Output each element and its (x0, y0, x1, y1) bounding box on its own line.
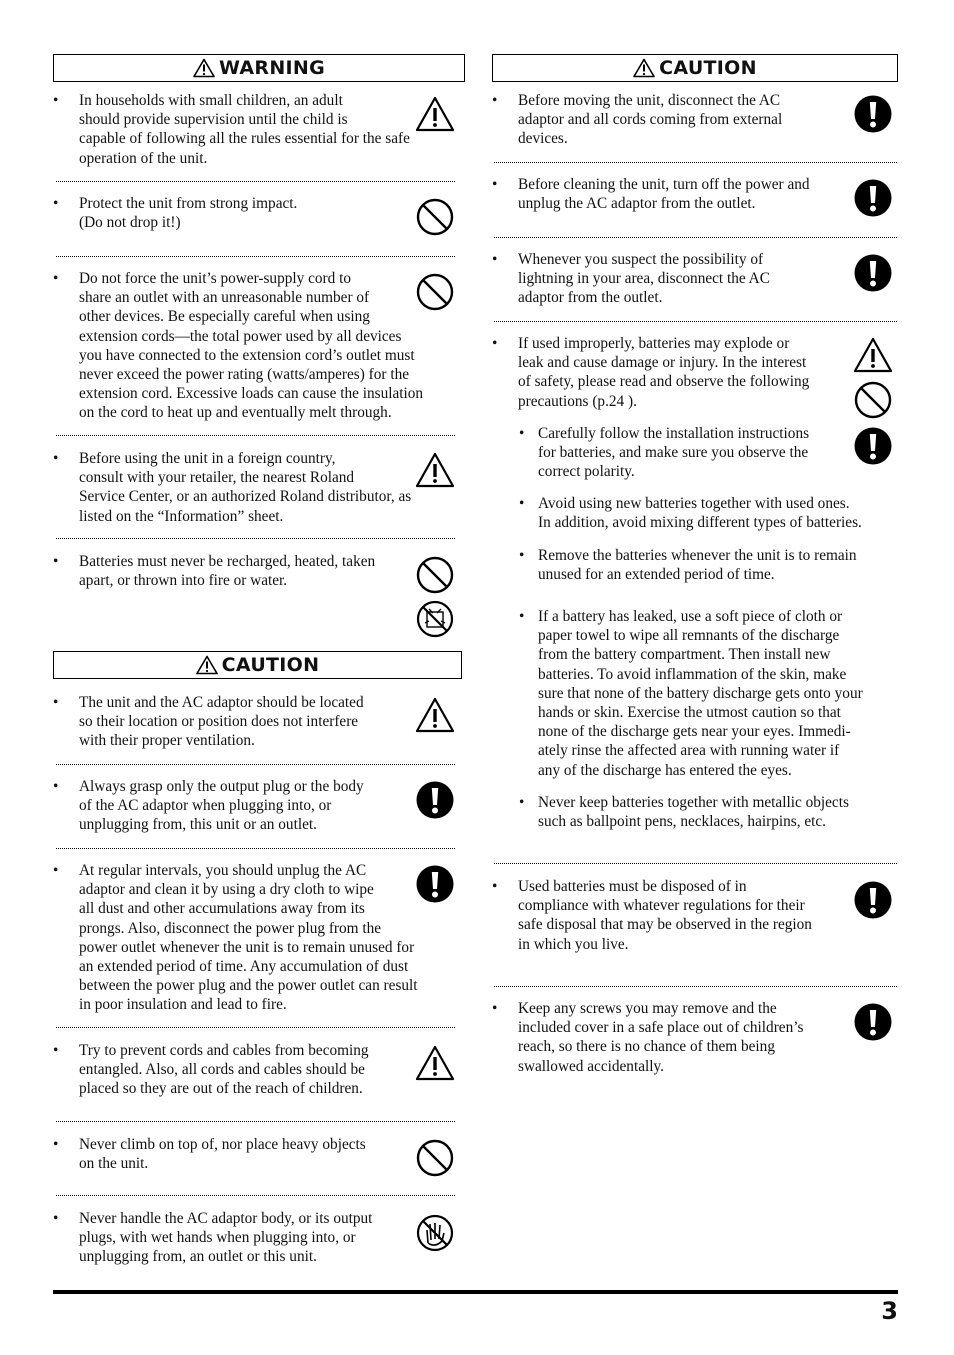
divider (56, 538, 455, 539)
divider (494, 986, 897, 987)
mandatory-icon (853, 1002, 893, 1042)
right-caution-item-1 (492, 91, 852, 149)
bullet: • (53, 1136, 59, 1153)
item-text: Keep any screws you may remove and the included cover in a safe place out of children’s reach, so there is no chance of them being swallowed accidentally. (518, 1000, 804, 1075)
divider (494, 863, 897, 864)
bullet: • (53, 1210, 59, 1227)
item-text: Try to prevent cords and cables from becoming entangled. Also, all cords and cables should be placed so they are out of the reach of children. (79, 1042, 369, 1098)
page-number: 3 (881, 1297, 898, 1325)
divider (56, 435, 455, 436)
bullet: • (519, 794, 525, 811)
bullet: • (519, 547, 525, 564)
battery-subitem-4 (519, 607, 899, 780)
caution-header-left (53, 651, 462, 679)
battery-subitem-2 (519, 494, 899, 532)
divider (494, 321, 897, 322)
warning-title: WARNING (218, 57, 325, 79)
right-caution-item-4 (492, 334, 852, 411)
caution-triangle-icon (415, 451, 455, 491)
item-text: If used improperly, batteries may explode or leak and cause damage or injury. In the interest of safety, please read and observe the following precautions (p.24 ). (518, 335, 810, 410)
mandatory-icon (853, 178, 893, 218)
caution-header-right (492, 54, 898, 82)
bullet: • (53, 450, 59, 467)
bullet: • (492, 176, 498, 193)
do-not-disassemble-icon (415, 599, 455, 639)
subitem-text: Avoid using new batteries together with used ones. In addition, avoid mixing different types of batteries. (538, 495, 862, 532)
item-text: Before using the unit in a foreign country, consult with your retailer, the nearest Roland Service Center, or an authorized Roland distributor, as listed on the “Information” sheet. (79, 450, 412, 525)
bullet: • (492, 335, 498, 352)
divider (494, 237, 897, 238)
caution-title: CAUTION (659, 57, 757, 79)
caution-triangle-icon (415, 95, 455, 135)
caution-triangle-icon (415, 1044, 455, 1084)
bullet: • (492, 92, 498, 109)
bullet: • (53, 694, 59, 711)
divider (56, 256, 455, 257)
bullet: • (492, 878, 498, 895)
subitem-text: Never keep batteries together with metallic objects such as ballpoint pens, necklaces, hairpins, etc. (538, 794, 849, 831)
bullet: • (53, 778, 59, 795)
battery-subitem-3 (519, 546, 899, 584)
mandatory-icon (415, 780, 455, 820)
right-caution-item-5 (492, 877, 852, 954)
warning-triangle-icon (196, 655, 218, 675)
divider (56, 1121, 455, 1122)
item-text: Never handle the AC adaptor body, or its output plugs, with wet hands when plugging into, or unplugging from, an outlet or this unit. (79, 1210, 373, 1266)
prohibited-icon (415, 1138, 455, 1178)
bullet: • (53, 92, 59, 109)
caution-triangle-icon (415, 696, 455, 736)
item-text: Whenever you suspect the possibility of lightning in your area, disconnect the AC adaptor from the outlet. (518, 251, 770, 307)
item-text: Before moving the unit, disconnect the AC adaptor and all cords coming from external devices. (518, 92, 783, 148)
prohibited-icon (415, 197, 455, 237)
divider (56, 848, 455, 849)
battery-subitem-5 (519, 793, 899, 831)
divider (494, 162, 897, 163)
bullet: • (519, 495, 525, 512)
caution-item-3 (53, 861, 458, 1015)
bullet: • (53, 195, 59, 212)
warning-header (53, 54, 465, 82)
subitem-text: If a battery has leaked, use a soft piece of cloth or paper towel to wipe all remnants of the discharge from the battery compartment. Then install new batteries. To avoid inflammation of the skin, make sure that none of the battery discharge gets onto your hands or skin. Exercise the utmost caution so that none of the discharge gets near your eyes. Immedi- ately rinse the affected area with running water if any of the discharge has entered the eyes. (538, 608, 863, 779)
bullet: • (492, 251, 498, 268)
bullet: • (492, 1000, 498, 1017)
item-text: Protect the unit from strong impact. (Do not drop it!) (79, 195, 298, 232)
mandatory-icon (853, 426, 893, 466)
prohibited-icon (415, 555, 455, 595)
bullet: • (519, 608, 525, 625)
battery-subitem-1 (519, 424, 839, 482)
bullet: • (53, 270, 59, 287)
caution-item-2 (53, 777, 458, 835)
item-text: Always grasp only the output plug or the body of the AC adaptor when plugging into, or unplugging from, this unit or an outlet. (79, 778, 364, 834)
divider (56, 1027, 455, 1028)
warning-item-4 (53, 449, 458, 526)
item-text: At regular intervals, you should unplug the AC adaptor and clean it by using a dry cloth to wipe all dust and other accumulations away from its prongs. Also, disconnect the power plug from the power outlet whenever the unit is to remain unused for an extended period of time. Any accumulation of dust between the power plug and the power outlet can result in poor insulation and lead to fire. (79, 862, 418, 1014)
right-caution-item-3 (492, 250, 852, 308)
footer-rule (53, 1290, 898, 1294)
mandatory-icon (853, 253, 893, 293)
item-text: Used batteries must be disposed of in compliance with whatever regulations for their safe disposal that may be observed in the region in which you live. (518, 878, 812, 953)
item-text: Batteries must never be recharged, heated, taken apart, or thrown into fire or water. (79, 553, 376, 590)
warning-triangle-icon (193, 58, 215, 78)
caution-item-4 (53, 1041, 458, 1099)
divider (56, 764, 455, 765)
item-text: Never climb on top of, nor place heavy objects on the unit. (79, 1136, 366, 1173)
mandatory-icon (415, 864, 455, 904)
bullet: • (53, 862, 59, 879)
caution-item-1 (53, 693, 458, 751)
prohibited-icon (415, 272, 455, 312)
subitem-text: Carefully follow the installation instructions for batteries, and make sure you observe the correct polarity. (538, 425, 810, 481)
subitem-text: Remove the batteries whenever the unit is to remain unused for an extended period of time. (538, 547, 857, 584)
warning-item-2 (53, 194, 458, 232)
caution-triangle-icon (853, 336, 893, 376)
bullet: • (53, 1042, 59, 1059)
mandatory-icon (853, 880, 893, 920)
warning-triangle-icon (633, 58, 655, 78)
item-text: In households with small children, an adult should provide supervision until the child is capable of following all the rules essential for the safe operation of the unit. (79, 92, 410, 167)
warning-item-5 (53, 552, 458, 590)
item-text: Do not force the unit’s power-supply cord to share an outlet with an unreasonable number of other devices. Be especially careful when using extension cords—the total power used by all devices you have connected to the extension cord’s outlet must never exceed the power rating (watts/amperes) for the extension cord. Excessive loads can cause the insulation on the cord to heat up and eventually melt through. (79, 270, 424, 422)
caution-title: CAUTION (221, 654, 320, 676)
no-wet-hands-icon (415, 1213, 455, 1253)
right-caution-item-6 (492, 999, 852, 1076)
divider (56, 181, 455, 182)
caution-item-5 (53, 1135, 458, 1173)
warning-item-1 (53, 91, 458, 168)
mandatory-icon (853, 94, 893, 134)
prohibited-icon (853, 380, 893, 420)
item-text: Before cleaning the unit, turn off the power and unplug the AC adaptor from the outlet. (518, 176, 810, 213)
bullet: • (53, 553, 59, 570)
right-caution-item-2 (492, 175, 852, 213)
bullet: • (519, 425, 525, 442)
warning-item-3 (53, 269, 458, 423)
item-text: The unit and the AC adaptor should be located so their location or position does not interfere with their proper ventilation. (79, 694, 364, 750)
divider (56, 1195, 455, 1196)
caution-item-6 (53, 1209, 458, 1267)
